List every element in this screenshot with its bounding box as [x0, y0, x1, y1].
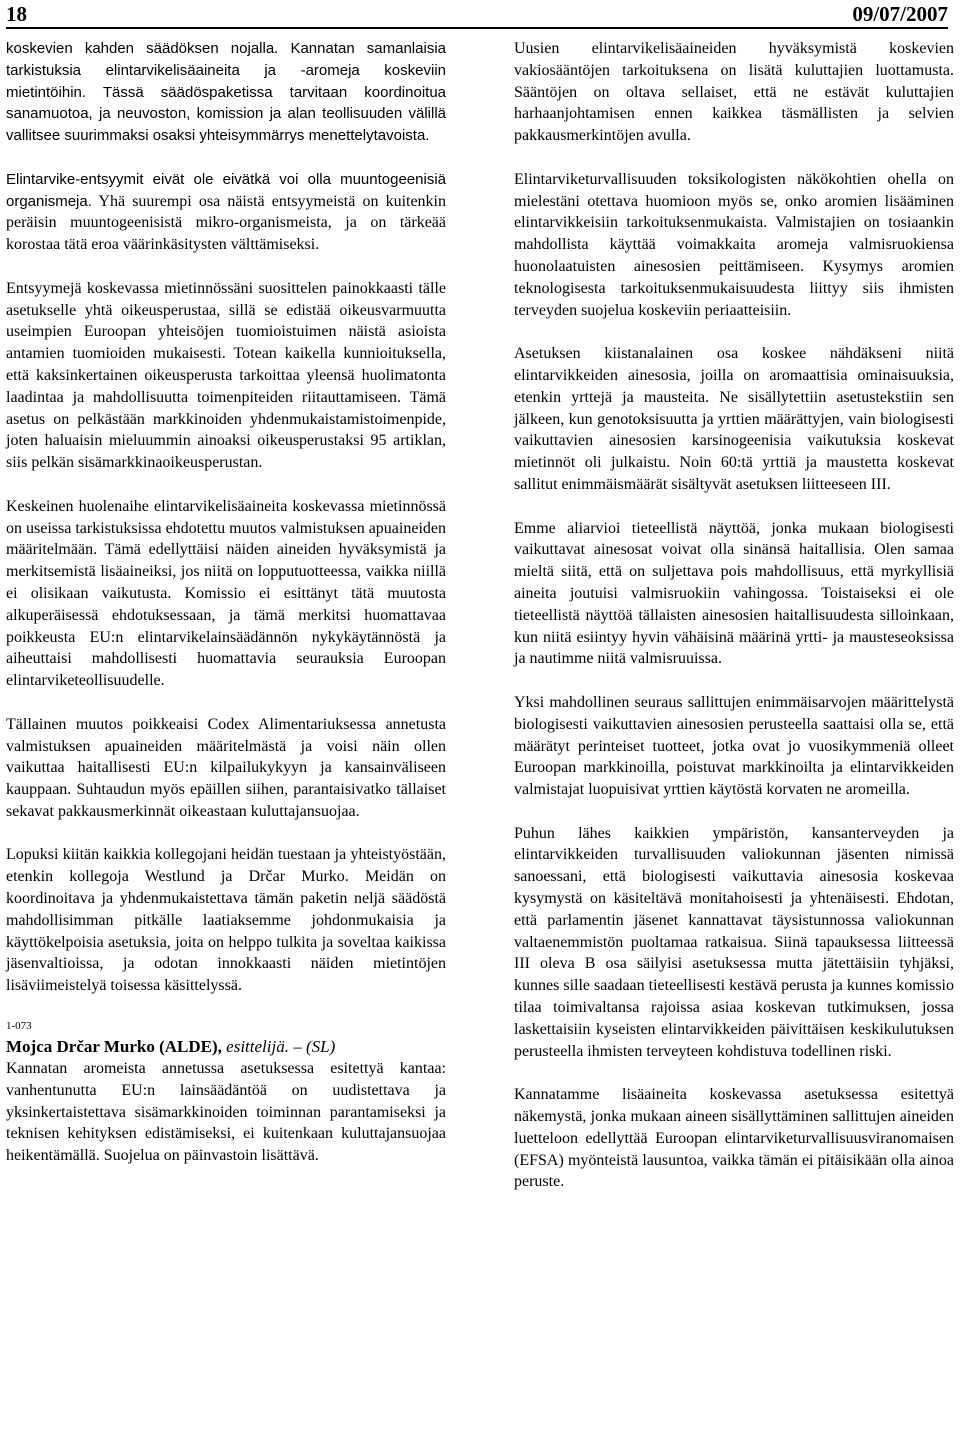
paragraph-text: Elintarvike-entsyymit eivät ole eivätkä voi olla muuntogeenisiä organismeja. [6, 170, 446, 210]
header-rule [6, 27, 948, 29]
paragraph: Kannatamme lisäaineita koskevassa asetuksessa esitettyä näkemystä, jonka mukaan aineen sisällyttäminen sallittujen aineiden luetteloon edellyttää Euroopan elintarviketurvallisuusviranomaisen (EFSA) myönteistä lausuntoa, vaikka tämän ei pitäisikään olla ainoa peruste. [514, 1086, 954, 1191]
page-number: 18 [6, 2, 27, 26]
speaker-dash: – [288, 1037, 306, 1057]
paragraph: Emme aliarvioi tieteellistä näyttöä, jonka mukaan biologisesti vaikuttavat ainesosat voivat olla sinänsä haitallisia. Olen samaa mieltä siitä, että on suljettava pois mahdollisuus, että myrkyllisiä aineita joutuisi valmisruokiin vahingossa. Toistaiseksi ei ole tieteellistä näyttöä tällaisten ainesosien haitallisuudesta silloinkaan, kun niitä esiintyy hyvin vähäisinä määrinä yrtti- ja mausteseoksissa ja nautimme niitä valmisruuissa. [514, 519, 954, 668]
speaker-heading [6, 1035, 446, 1058]
speaker-role: esittelijä. [226, 1037, 289, 1057]
paragraph: Tällainen muutos poikkeaisi Codex Alimentariuksessa annetusta valmistuksen apuaineiden määritelmästä ja voisi näin ollen vaikuttaa haitallisesti EU:n kilpailukykyyn ja kansainväliseen kauppaan. Suhtaudun myös epäillen siihen, parantaisivatko tällaiset sekavat pakkausmerkinnät oikeastaan kuluttajansuojaa. [6, 715, 446, 820]
paragraph [6, 38, 446, 147]
paragraph: Elintarviketurvallisuuden toksikologisten näkökohtien ohella on mielestäni otettava huomioon myös se, onko aromien lisääminen elintarvikkeisiin tarkoituksenmukaista. Valmistajien on tosiaankin mahdollista käyttää voimakkaita aromeja valmisruokiensa huonolaatuisten ainesosien peittämiseen. Kysymys aromien teknologisesta tarkoituksenmukaisuudesta liittyy siis ihmisten terveyden suojelua koskeviin periaatteisiin. [514, 170, 954, 319]
speaker-name: Mojca Drčar Murko (ALDE), [6, 1037, 222, 1057]
paragraph: Kannatan aromeista annetussa asetuksessa esitettyä kantaa: vanhentunutta EU:n lainsäädäntöä on uudistettava ja yksinkertaistettava sisämarkkinoiden toiminnan parantamiseksi ja teknisen kehityksen edistämiseksi, ei kuitenkaan kuluttajansuojaa heikentämällä. Suojelua on päinvastoin lisättävä. [6, 1060, 446, 1165]
paragraph: Entsyymejä koskevassa mietinnössäni suosittelen painokkaasti tälle asetukselle yhtä oikeusperustaa, sillä se edistää oikeusvarmuutta useimpien Euroopan yhteisöjen tuomioistuimen näistä asioista antamien tuomioiden mukaisesti. Totean kaikella kunnioituksella, että kaksinkertainen oikeusperusta tarkoittaa yleensä huolimatonta laadintaa ja mahdollisuutta toimenpiteiden riitauttamiseen. Tämä asetus on pelkästään markkinoiden yhdenmukaistamistoimenpide, joten haluaisin mieluummin ainoaksi oikeusperustaksi 95 artiklan, siis pelkän sisämarkkinaoikeusperustan. [6, 279, 446, 472]
paragraph: Lopuksi kiitän kaikkia kollegojani heidän tuestaan ja yhteistyöstään, etenkin kollegoja Westlund ja Drčar Murko. Meidän on koordinoitava ja yhdenmukaistettava tämän paketin neljä säädöstä mahdollisimman pitkälle laatiaksemme johdonmukaisia ja käyttökelpoisia asetuksia, joita on helppo tulkita ja soveltaa kaikissa jäsenvaltioissa, ja odotan innokkaasti näiden mietintöjen lisäviimeistelyä toisessa käsittelyssä. [6, 846, 446, 995]
paragraph: Asetuksen kiistanalainen osa koskee nähdäkseni niitä elintarvikkeiden ainesosia, joilla on aromaattisia ominaisuuksia, etenkin yrttejä ja mausteita. Ne sisällytettiin asetustekstiin sen jälkeen, kun genotoksisuutta ja yrttien määrättyjen, vain biologisesti vaikuttavien ainesosien karsinogeenisia vaikutuksia koskevat mietinnöt oli julkaistu. Noin 60:tä yrttiä ja maustetta koskevat sallitut enimmäismäärät sisältyvät asetuksen liitteeseen III. [514, 345, 954, 493]
paragraph [6, 169, 446, 256]
paragraph: Keskeinen huolenaihe elintarvikelisäaineita koskevassa mietinnössä on useissa tarkistuksissa ehdotettu muutos valmistuksen apuaineiden määritelmään. Tämä edellyttäisi näiden aineiden hyväksymistä ja merkitsemistä lisäaineiksi, jos niitä on lopputuotteessa, vaikka niillä ei olisikaan vaikutusta. Komissio ei esittänyt tätä muutosta alkuperäisessä ehdotuksessaan, ja tämä merkitsi huomattavaa poikkeusta EU:n elintarvikelainsäädännön nykykäytännöstä ja aiheuttaisi mahdollisesti huomattavia seurauksia Euroopan elintarviketeollisuudelle. [6, 497, 446, 690]
paragraph: Puhun lähes kaikkien ympäristön, kansanterveyden ja elintarvikkeiden turvallisuuden valiokunnan jäsenten nimissä sanoessani, että biologisesti vaikuttavia ainesosia koskevaa kysymystä on käsiteltävä monitahoisesti ja yhtenäisesti. Ehdotan, että parlamentin jäsenet kannattavat täysistunnossa valiokunnan valtaenemmistön puoltamaa ratkaisua. Siinä tapauksessa liitteessä III oleva B osa säilyisi asetuksessa mutta jätettäisiin tyhjäksi, kunnes sille saadaan tieteellisesti kestävä perusta ja kunnes komissio tilaa toimivaltansa rajoissa asiaa koskevan tutkimuksen, jossa laskettaisiin kyseisten elintarvikkeiden päivittäisen keskikulutuksen perusteella ihmisten terveyteen kohdistuva todellinen riski. [514, 824, 954, 1060]
paragraph-text: koskevien kahden säädöksen nojalla. Kannatan samanlaisia tarkistuksia elintarvikelisäaineita ja -aromeja koskeviin mietintöihin. Tässä säädöspaketissa tarvitaan koordinoitua sanamuotoa, ja neuvoston, komission ja alan teollisuuden välillä vallitsee suurimmaksi osaksi yhteisymmärrys menettelytavoista. [6, 40, 446, 145]
right-column [514, 38, 954, 1193]
amendment-number: 1-073 [6, 1020, 32, 1033]
paragraph-text: Yhä suurempi osa näistä entsyymeistä on kuitenkin peräisin muuntogeenisistä mikro-organismeista, ja on tärkeää korostaa tätä eroa väärinkäsitysten välttämiseksi. [6, 192, 446, 254]
left-column [6, 38, 446, 1167]
page-header [6, 0, 948, 26]
page-date: 09/07/2007 [852, 2, 948, 26]
speaker-language: (SL) [305, 1037, 336, 1057]
paragraph: Yksi mahdollinen seuraus sallittujen enimmäisarvojen määrittelystä biologisesti vaikuttavien ainesosien perusteella saattaisi olla se, että määrätyt perinteiset tuotteet, jotka ovat jo vuosikymmeniä olleet Euroopan markkinoilla, poistuvat markkinoilta ja elintarvikkeiden valmistajat luopuisivat yrttien käytöstä korvaten ne aromeilla. [514, 693, 954, 799]
paragraph: Uusien elintarvikelisäaineiden hyväksymistä koskevien vakiosääntöjen tarkoituksena on lisätä kuluttajien luottamusta. Sääntöjen on oltava sellaiset, että ne estävät kuluttajien harhaanjohtamisen ennen kaikkea täsmällisten ja selvien pakkausmerkintöjen avulla. [514, 40, 954, 145]
